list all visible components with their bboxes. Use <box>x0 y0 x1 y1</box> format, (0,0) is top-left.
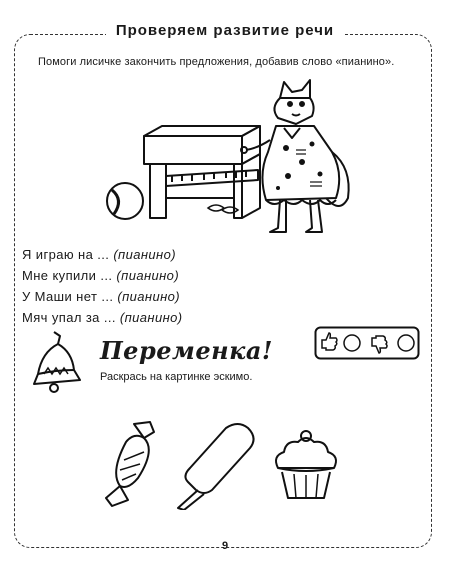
sentence-list <box>22 244 183 328</box>
cupcake-illustration <box>272 428 340 502</box>
task-instruction: Помоги лисичке закончить предложения, добавив слово «пианино». <box>38 56 395 68</box>
sentence-line: Мяч упал за ... (пианино) <box>22 310 183 325</box>
ball-illustration <box>104 180 146 222</box>
fox-illustration <box>240 78 360 236</box>
sentence-line: У Маши нет ... (пианино) <box>22 289 181 304</box>
page-title: Проверяем развитие речи <box>0 22 450 40</box>
page-number: 9 <box>221 540 229 552</box>
sentence-line: Мне купили ... (пианино) <box>22 268 180 283</box>
eskimo-illustration <box>168 420 260 510</box>
sentence-line: Я играю на ... (пианино) <box>22 247 176 262</box>
break-instruction: Раскрась на картинке эскимо. <box>100 371 253 383</box>
bell-icon <box>24 330 86 394</box>
thumbs-up-icon <box>322 333 337 350</box>
break-title: Переменка! <box>100 336 273 365</box>
candy-illustration <box>98 420 164 510</box>
self-assessment-box <box>314 326 420 360</box>
thumbs-down-icon <box>372 336 387 353</box>
